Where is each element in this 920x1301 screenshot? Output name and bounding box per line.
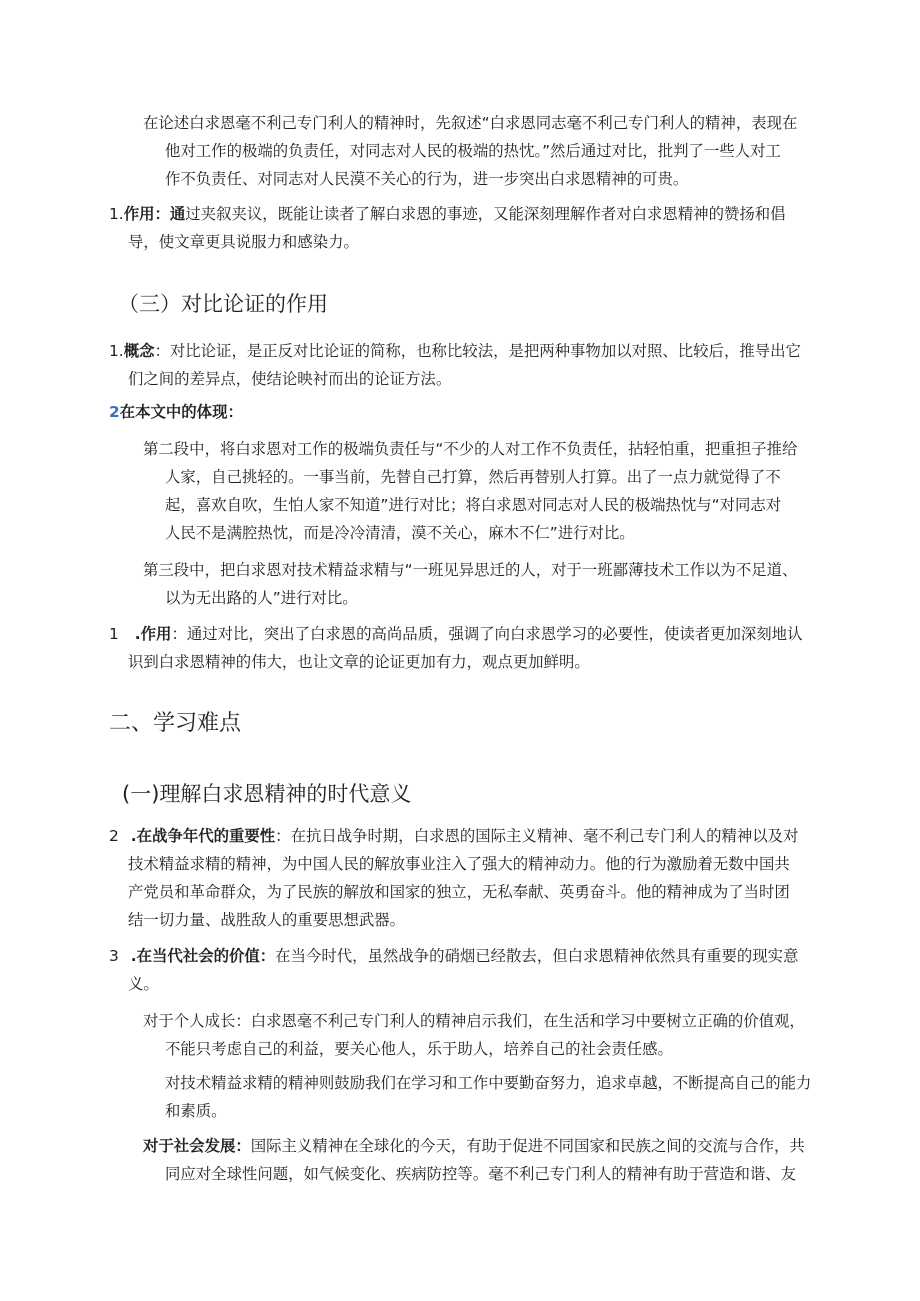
section-heading-yi: (一)理解白求恩精神的时代意义 [122, 782, 412, 806]
list-item-zuoyong-2 [109, 620, 802, 648]
list-item-gainian-cont: 们之间的差异点，使结论映衬而出的论证方法。 [128, 370, 452, 388]
item-text: 过夹叙夹议，既能让读者了解白求恩的事迹，又能深刻理解作者对白求恩精神的赞扬和倡 [185, 205, 786, 223]
item-label: 概念 [123, 342, 155, 360]
list-item-zuoyong-2-cont: 识到白求恩精神的伟大，也让文章的论证更加有力，观点更加鲜明。 [128, 653, 590, 671]
para-tech-line-2: 和素质。 [165, 1102, 227, 1120]
item-label: 在本文中的体现： [119, 403, 243, 421]
item-label: .在当代社会的价值： [130, 947, 276, 965]
list-item-war-cont-2: 产党员和革命群众，为了民族的解放和国家的独立，无私奉献、英勇奋斗。他的精神成为了当时团 [128, 883, 790, 901]
list-item-zuoyong-1 [109, 200, 786, 228]
item-text: 国际主义精神在全球化的今天，有助于促进不同国家和民族之间的交流与合作，共 [250, 1137, 805, 1155]
item-label: .在战争年代的重要性 [130, 827, 276, 845]
para-second-line-4: 人民不是满腔热忱，而是冷冷清清，漠不关心，麻木不仁”进行对比。 [165, 524, 635, 542]
list-item-zuoyong-1-cont: 导，使文章更具说服力和感染力。 [128, 233, 359, 251]
list-number: 2 [109, 403, 120, 421]
para-tech-line-1: 对技术精益求精的精神则鼓励我们在学习和工作中要勤奋努力，追求卓越，不断提高自己的能力 [165, 1074, 812, 1092]
list-item-war [109, 822, 798, 850]
para-second-line-1: 第二段中，将白求恩对工作的极端负责任与“不少的人对工作不负责任，拈轻怕重，把重担子推给 [143, 440, 798, 458]
para-society-line-2: 同应对全球性问题，如气候变化、疾病防控等。毫不利己专门利人的精神有助于营造和谐、友 [165, 1165, 797, 1183]
intro-line-1: 在论述白求恩毫不利己专门利人的精神时，先叙述“白求恩同志毫不利己专门利人的精神，表现在 [143, 114, 798, 132]
item-label: 作用： [123, 205, 170, 223]
intro-line-2: 他对工作的极端的负责任，对同志对人民的极端的热忱。”然后通过对比，批判了一些人对工 [165, 142, 781, 160]
list-item-tixian [109, 398, 243, 426]
para-second-line-2: 人家，自己挑轻的。一事当前，先替自己打算，然后再替别人打算。出了一点力就觉得了不 [165, 468, 781, 486]
item-text: 在当今时代，虽然战争的硝烟已经散去，但白求恩精神依然具有重要的现实意 [275, 947, 799, 965]
item-label: 对于社会发展： [143, 1137, 251, 1155]
list-number: 3 [109, 947, 119, 965]
para-second-line-3: 起，喜欢自吹，生怕人家不知道”进行对比；将白求恩对同志对人民的极端热忱与“对同志对 [165, 496, 782, 514]
para-personal-line-1: 对于个人成长：白求恩毫不利己专门利人的精神启示我们，在生活和学习中要树立正确的价值观， [143, 1012, 805, 1030]
list-item-modern [109, 942, 798, 970]
item-text: ：对比论证，是正反对比论证的简称，也称比较法，是把两种事物加以对照、比较后，推导出它 [154, 342, 801, 360]
list-item-modern-cont: 义。 [128, 975, 159, 993]
intro-line-3: 作不负责任、对同志对人民漠不关心的行为，进一步突出白求恩精神的可贵。 [165, 170, 689, 188]
list-item-war-cont-1: 技术精益求精的精神，为中国人民的解放事业注入了强大的精神动力。他的行为激励着无数中国共 [128, 855, 790, 873]
list-number: 1. [109, 342, 124, 360]
item-label-tail: 通 [169, 205, 186, 223]
list-number: 2 [109, 827, 119, 845]
list-item-war-cont-3: 结一切力量、战胜敌人的重要思想武器。 [128, 911, 406, 929]
chapter-heading: 二、学习难点 [109, 711, 242, 736]
item-label: .作用 [134, 625, 172, 643]
para-personal-line-2: 不能只考虑自己的利益，要关心他人，乐于助人，培养自己的社会责任感。 [165, 1040, 673, 1058]
list-number: 1. [109, 205, 124, 223]
item-text: ：在抗日战争时期，白求恩的国际主义精神、毫不利己专门利人的精神以及对 [275, 827, 799, 845]
para-society-line-1 [143, 1132, 805, 1160]
list-item-gainian [109, 337, 801, 365]
para-third-line-1: 第三段中，把白求恩对技术精益求精与“一班见异思迁的人，对于一班鄙薄技术工作以为不足道、 [143, 561, 798, 579]
section-heading-san: （三）对比论证的作用 [118, 292, 328, 316]
item-text: ：通过对比，突出了白求恩的高尚品质，强调了向白求恩学习的必要性，使读者更加深刻地认 [171, 625, 803, 643]
list-number: 1 [109, 625, 119, 643]
para-third-line-2: 以为无出路的人”进行对比。 [165, 589, 358, 607]
